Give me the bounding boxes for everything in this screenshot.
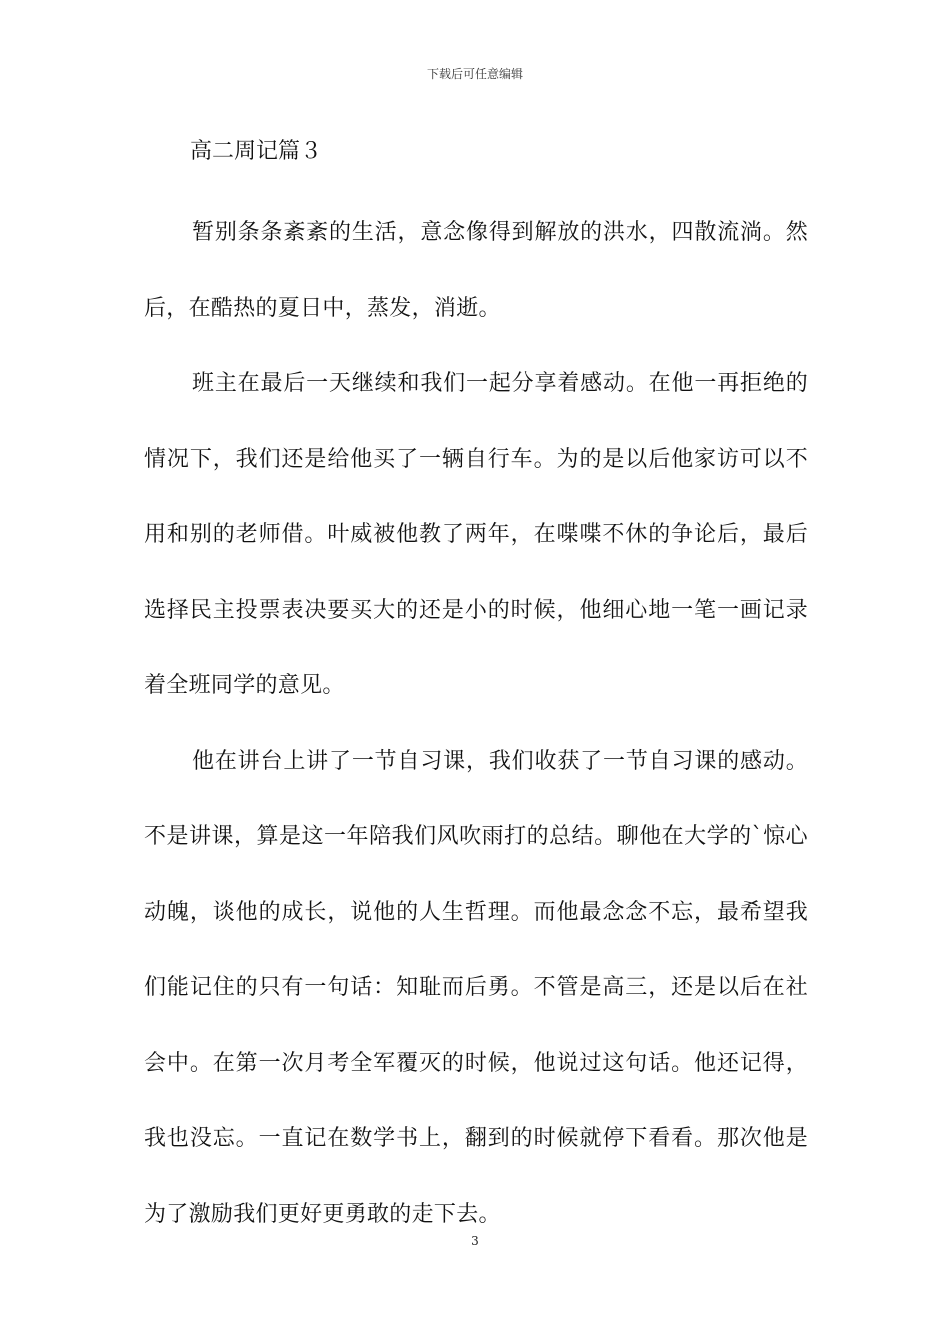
document-body bbox=[144, 130, 808, 1252]
paragraph-2: 班主在最后一天继续和我们一起分享着感动。在他一再拒绝的情况下，我们还是给他买了一辆自行车。为的是以后他家访可以不用和别的老师借。叶威被他教了两年，在喋喋不休的争论后，最后选择民主投票表决要买大的还是小的时候，他细心地一笔一画记录着全班同学的意见。 bbox=[144, 371, 808, 698]
document-title: 高二周记篇３ bbox=[190, 139, 323, 164]
paragraph-1: 暂别条条紊紊的生活，意念像得到解放的洪水，四散流淌。然后，在酷热的夏日中，蒸发，消逝。 bbox=[144, 220, 808, 321]
page-header: 下载后可任意编辑 bbox=[426, 67, 523, 81]
paragraph-3: 他在讲台上讲了一节自习课，我们收获了一节自习课的感动。不是讲课，算是这一年陪我们风吹雨打的总结。聊他在大学的`惊心动魄，谈他的成长，说他的人生哲理。而他最念念不忘，最希望我们能记住的只有一句话：知耻而后勇。不管是高三，还是以后在社会中。在第一次月考全军覆灭的时候，他说过这句话。他还记得，我也没忘。一直记在数学书上，翻到的时候就停下看看。那次他是为了激励我们更好更勇敢的走下去。 bbox=[144, 748, 808, 1227]
page-number: 3 bbox=[471, 1234, 479, 1248]
